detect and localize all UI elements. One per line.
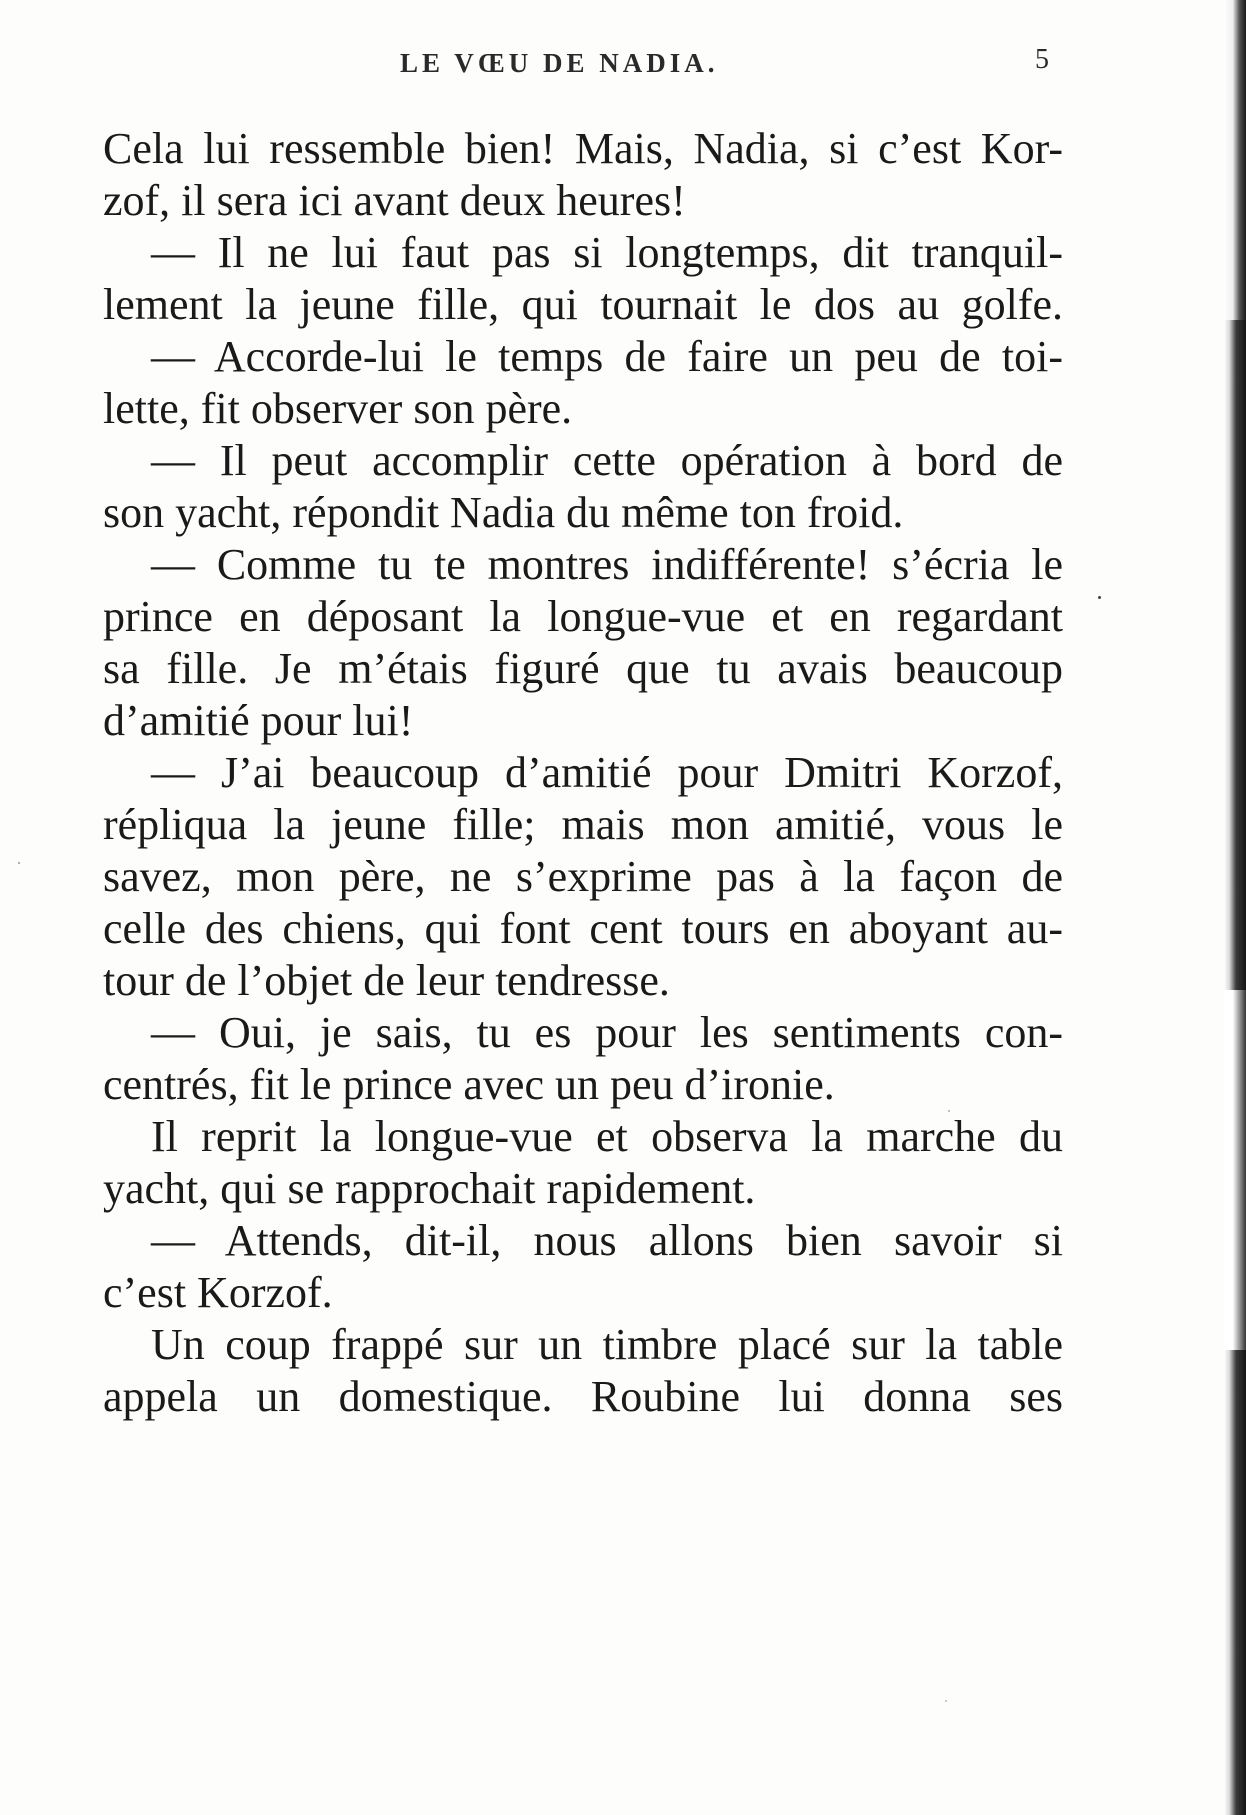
text-line: appela un domestique. Roubine lui donna ses bbox=[103, 1372, 1063, 1421]
ink-speck bbox=[948, 1110, 950, 1112]
text-line: lement la jeune fille, qui tournait le dos au golfe. bbox=[103, 280, 1063, 329]
text-line: — Comme tu te montres indifférente! s’écria le bbox=[151, 540, 1063, 589]
binding-shadow-top bbox=[1224, 0, 1246, 320]
text-line: savez, mon père, ne s’exprime pas à la façon de bbox=[103, 852, 1063, 901]
text-line: Un coup frappé sur un timbre placé sur la table bbox=[151, 1320, 1063, 1369]
text-line: Il reprit la longue-vue et observa la marche du bbox=[151, 1112, 1063, 1161]
text-line: son yacht, répondit Nadia du même ton froid. bbox=[103, 488, 904, 537]
ink-speck bbox=[18, 862, 20, 864]
text-line: c’est Korzof. bbox=[103, 1268, 333, 1317]
text-line: — Il ne lui faut pas si longtemps, dit tranquil- bbox=[151, 228, 1063, 277]
binding-shadow-gap bbox=[1224, 990, 1246, 1350]
text-line: — Accorde-lui le temps de faire un peu de toi- bbox=[151, 332, 1063, 381]
running-title: LE VŒU DE NADIA. bbox=[400, 48, 719, 78]
text-line: centrés, fit le prince avec un peu d’ironie. bbox=[103, 1060, 835, 1109]
text-line: lette, fit observer son père. bbox=[103, 384, 573, 433]
text-line: zof, il sera ici avant deux heures! bbox=[103, 176, 686, 225]
text-line: — Il peut accomplir cette opération à bord de bbox=[151, 436, 1063, 485]
text-line: Cela lui ressemble bien! Mais, Nadia, si c’est Kor- bbox=[103, 124, 1063, 173]
text-line: d’amitié pour lui! bbox=[103, 696, 414, 745]
ink-speck bbox=[1098, 596, 1101, 599]
text-line: répliqua la jeune fille; mais mon amitié, vous le bbox=[103, 800, 1063, 849]
text-line: yacht, qui se rapprochait rapidement. bbox=[103, 1164, 756, 1213]
text-line: — Oui, je sais, tu es pour les sentiments con- bbox=[151, 1008, 1063, 1057]
text-line: — J’ai beaucoup d’amitié pour Dmitri Korzof, bbox=[151, 748, 1063, 797]
text-line: celle des chiens, qui font cent tours en aboyant au- bbox=[103, 904, 1063, 953]
text-line: prince en déposant la longue-vue et en regardant bbox=[103, 592, 1063, 641]
page-number: 5 bbox=[1035, 44, 1049, 75]
ink-speck bbox=[945, 1700, 947, 1702]
text-line: tour de l’objet de leur tendresse. bbox=[103, 956, 670, 1005]
text-line: — Attends, dit-il, nous allons bien savoir si bbox=[151, 1216, 1063, 1265]
text-line: sa fille. Je m’étais figuré que tu avais beaucoup bbox=[103, 644, 1063, 693]
